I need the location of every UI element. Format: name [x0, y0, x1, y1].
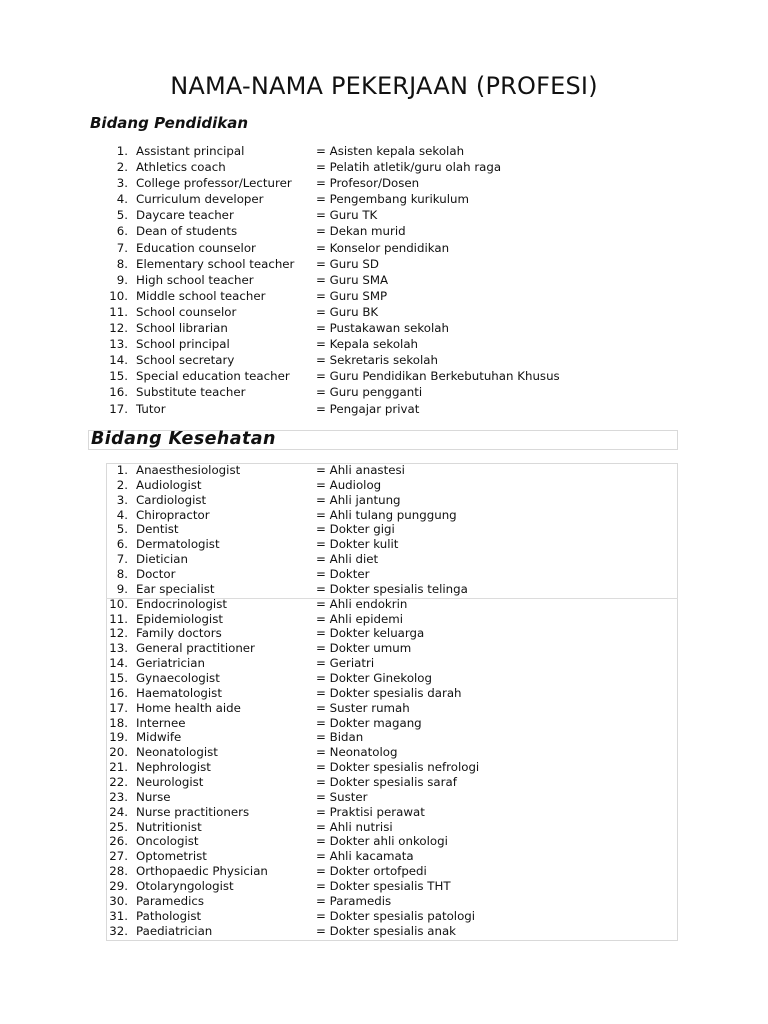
- profession-english: Elementary school teacher: [136, 256, 295, 271]
- profession-indonesian: = Profesor/Dosen: [316, 176, 420, 191]
- item-number: 10.: [109, 596, 128, 611]
- profession-indonesian: = Dokter spesialis anak: [316, 923, 457, 938]
- profession-indonesian: = Ahli epidemi: [316, 611, 404, 626]
- profession-english: Audiologist: [136, 477, 202, 492]
- list-item: [0, 849, 768, 864]
- list-item: [0, 272, 768, 288]
- list-item: [0, 805, 768, 820]
- item-number: 2.: [116, 477, 128, 492]
- profession-english: Dietician: [136, 552, 188, 567]
- profession-indonesian: = Dokter spesialis patologi: [316, 908, 476, 923]
- item-number: 15.: [109, 369, 128, 384]
- list-item: [0, 879, 768, 894]
- item-number: 7.: [116, 240, 128, 255]
- list-item: [0, 522, 768, 537]
- profession-english: Family doctors: [136, 626, 222, 641]
- profession-indonesian: = Audiolog: [316, 477, 382, 492]
- list-item: [0, 240, 768, 256]
- list-item: [0, 508, 768, 523]
- profession-english: Dermatologist: [136, 537, 220, 552]
- profession-indonesian: = Guru SMA: [316, 272, 389, 287]
- profession-indonesian: = Guru SD: [316, 256, 379, 271]
- item-number: 2.: [116, 160, 128, 175]
- profession-english: Tutor: [136, 401, 166, 416]
- item-number: 9.: [116, 272, 128, 287]
- item-number: 27.: [109, 849, 128, 864]
- list-item: [0, 894, 768, 909]
- profession-indonesian: = Bidan: [316, 730, 364, 745]
- profession-indonesian: = Paramedis: [316, 893, 392, 908]
- profession-english: Chiropractor: [136, 507, 210, 522]
- profession-english: Athletics coach: [136, 160, 226, 175]
- profession-indonesian: = Pengajar privat: [316, 401, 420, 416]
- profession-english: Otolaryngologist: [136, 879, 234, 894]
- item-number: 20.: [109, 745, 128, 760]
- profession-english: Haematologist: [136, 685, 222, 700]
- list-item: [0, 288, 768, 304]
- profession-english: Middle school teacher: [136, 288, 266, 303]
- list-item: [0, 701, 768, 716]
- list-item: [0, 159, 768, 175]
- list-item: [0, 401, 768, 417]
- profession-indonesian: = Dokter spesialis THT: [316, 879, 451, 894]
- profession-english: School secretary: [136, 353, 235, 368]
- list-item: [0, 304, 768, 320]
- item-number: 23.: [109, 789, 128, 804]
- profession-english: Daycare teacher: [136, 208, 234, 223]
- profession-indonesian: = Praktisi perawat: [316, 804, 425, 819]
- profession-indonesian: = Guru BK: [316, 304, 379, 319]
- profession-english: Orthopaedic Physician: [136, 864, 268, 879]
- list-item: [0, 745, 768, 760]
- item-number: 12.: [109, 626, 128, 641]
- list-item: [0, 567, 768, 582]
- profession-indonesian: = Ahli nutrisi: [316, 819, 393, 834]
- item-number: 17.: [109, 401, 128, 416]
- profession-english: Education counselor: [136, 240, 256, 255]
- profession-english: Nurse practitioners: [136, 804, 250, 819]
- profession-indonesian: = Ahli jantung: [316, 492, 401, 507]
- list-item: [0, 656, 768, 671]
- profession-indonesian: = Pelatih atletik/guru olah raga: [316, 160, 502, 175]
- profession-indonesian: = Ahli kacamata: [316, 849, 414, 864]
- profession-english: Ear specialist: [136, 581, 215, 596]
- item-number: 11.: [109, 304, 128, 319]
- profession-indonesian: = Dokter umum: [316, 641, 412, 656]
- item-number: 14.: [109, 353, 128, 368]
- profession-english: Paramedics: [136, 893, 205, 908]
- list-item: [0, 384, 768, 400]
- profession-indonesian: = Dokter Ginekolog: [316, 671, 433, 686]
- profession-indonesian: = Ahli diet: [316, 552, 379, 567]
- item-number: 21.: [109, 760, 128, 775]
- list-item: [0, 256, 768, 272]
- list-item: [0, 552, 768, 567]
- item-number: 32.: [109, 923, 128, 938]
- item-number: 29.: [109, 879, 128, 894]
- profession-english: School librarian: [136, 321, 228, 336]
- profession-english: Nephrologist: [136, 760, 211, 775]
- item-number: 13.: [109, 337, 128, 352]
- item-number: 24.: [109, 804, 128, 819]
- profession-list-pendidikan: [0, 143, 768, 417]
- profession-indonesian: = Dokter kulit: [316, 537, 399, 552]
- profession-english: Oncologist: [136, 834, 199, 849]
- profession-indonesian: = Neonatolog: [316, 745, 398, 760]
- profession-indonesian: = Kepala sekolah: [316, 337, 419, 352]
- profession-english: Neurologist: [136, 775, 204, 790]
- profession-english: Dean of students: [136, 224, 238, 239]
- item-number: 22.: [109, 775, 128, 790]
- item-number: 11.: [109, 611, 128, 626]
- profession-indonesian: = Dokter gigi: [316, 522, 395, 537]
- item-number: 16.: [109, 685, 128, 700]
- item-number: 6.: [116, 537, 128, 552]
- profession-english: Midwife: [136, 730, 182, 745]
- profession-indonesian: = Suster rumah: [316, 700, 410, 715]
- item-number: 3.: [116, 176, 128, 191]
- item-number: 12.: [109, 321, 128, 336]
- item-number: 5.: [116, 522, 128, 537]
- list-item: [0, 716, 768, 731]
- list-item: [0, 537, 768, 552]
- profession-indonesian: = Dokter ortofpedi: [316, 864, 427, 879]
- list-item: [0, 641, 768, 656]
- profession-english: Special education teacher: [136, 369, 290, 384]
- profession-indonesian: = Guru TK: [316, 208, 378, 223]
- item-number: 7.: [116, 552, 128, 567]
- profession-english: High school teacher: [136, 272, 254, 287]
- item-number: 31.: [109, 908, 128, 923]
- item-number: 5.: [116, 208, 128, 223]
- profession-english: Neonatologist: [136, 745, 218, 760]
- profession-indonesian: = Pengembang kurikulum: [316, 192, 469, 207]
- item-number: 8.: [116, 567, 128, 582]
- profession-english: Internee: [136, 715, 186, 730]
- item-number: 15.: [109, 671, 128, 686]
- profession-english: Anaesthesiologist: [136, 463, 241, 477]
- profession-english: School counselor: [136, 304, 237, 319]
- item-number: 17.: [109, 700, 128, 715]
- profession-english: Endocrinologist: [136, 596, 227, 611]
- item-number: 3.: [116, 492, 128, 507]
- profession-indonesian: = Dokter spesialis saraf: [316, 775, 457, 790]
- list-item: [0, 352, 768, 368]
- profession-english: Pathologist: [136, 908, 202, 923]
- item-number: 14.: [109, 656, 128, 671]
- list-item: [0, 730, 768, 745]
- profession-indonesian: = Konselor pendidikan: [316, 240, 450, 255]
- list-item: [0, 493, 768, 508]
- profession-indonesian: = Dokter spesialis telinga: [316, 581, 468, 596]
- item-number: 10.: [109, 288, 128, 303]
- profession-english: Assistant principal: [136, 144, 245, 158]
- item-number: 19.: [109, 730, 128, 745]
- profession-indonesian: = Dekan murid: [316, 224, 406, 239]
- list-item: [0, 478, 768, 493]
- profession-list-kesehatan: [0, 463, 768, 939]
- profession-indonesian: = Ahli endokrin: [316, 596, 408, 611]
- list-item: [0, 191, 768, 207]
- profession-english: Nurse: [136, 789, 171, 804]
- list-item: [0, 834, 768, 849]
- section-heading-pendidikan: Bidang Pendidikan: [90, 114, 249, 132]
- profession-english: Geriatrician: [136, 656, 205, 671]
- profession-indonesian: = Geriatri: [316, 656, 375, 671]
- list-item: [0, 597, 768, 612]
- page-title: NAMA-NAMA PEKERJAAN (PROFESI): [170, 72, 598, 100]
- item-number: 8.: [116, 256, 128, 271]
- profession-english: Gynaecologist: [136, 671, 220, 686]
- profession-english: Nutritionist: [136, 819, 202, 834]
- profession-english: Dentist: [136, 522, 179, 537]
- profession-english: Curriculum developer: [136, 192, 264, 207]
- profession-english: School principal: [136, 337, 230, 352]
- list-item: [0, 175, 768, 191]
- item-number: 1.: [116, 463, 128, 477]
- list-item: [0, 223, 768, 239]
- list-item: [0, 336, 768, 352]
- item-number: 4.: [116, 507, 128, 522]
- profession-indonesian: = Asisten kepala sekolah: [316, 144, 465, 158]
- profession-english: Optometrist: [136, 849, 207, 864]
- profession-indonesian: = Guru Pendidikan Berkebutuhan Khusus: [316, 369, 560, 384]
- section-heading-kesehatan-box: [88, 430, 678, 450]
- list-item: [0, 368, 768, 384]
- list-item: [0, 612, 768, 627]
- list-item: [0, 582, 768, 597]
- list-item: [0, 143, 768, 159]
- item-number: 26.: [109, 834, 128, 849]
- profession-indonesian: = Dokter magang: [316, 715, 422, 730]
- profession-english: Substitute teacher: [136, 385, 246, 400]
- profession-indonesian: = Sekretaris sekolah: [316, 353, 438, 368]
- item-number: 9.: [116, 581, 128, 596]
- profession-english: General practitioner: [136, 641, 255, 656]
- profession-english: Doctor: [136, 567, 176, 582]
- item-number: 6.: [116, 224, 128, 239]
- profession-indonesian: = Dokter spesialis darah: [316, 685, 462, 700]
- item-number: 16.: [109, 385, 128, 400]
- list-item: [0, 909, 768, 924]
- list-item: [0, 671, 768, 686]
- item-number: 1.: [116, 144, 128, 158]
- list-item: [0, 775, 768, 790]
- profession-indonesian: = Dokter spesialis nefrologi: [316, 760, 480, 775]
- profession-indonesian: = Ahli tulang punggung: [316, 507, 457, 522]
- item-number: 18.: [109, 715, 128, 730]
- item-number: 4.: [116, 192, 128, 207]
- list-item: [0, 820, 768, 835]
- profession-indonesian: = Dokter ahli onkologi: [316, 834, 448, 849]
- list-item: [0, 320, 768, 336]
- profession-english: Cardiologist: [136, 492, 207, 507]
- section-heading-kesehatan: Bidang Kesehatan: [91, 429, 276, 449]
- item-number: 25.: [109, 819, 128, 834]
- list-item: [0, 686, 768, 701]
- list-item: [0, 864, 768, 879]
- profession-indonesian: = Ahli anastesi: [316, 463, 405, 477]
- list-item: [0, 207, 768, 223]
- list-item: [0, 463, 768, 478]
- profession-indonesian: = Guru SMP: [316, 288, 388, 303]
- profession-indonesian: = Dokter keluarga: [316, 626, 425, 641]
- profession-indonesian: = Suster: [316, 789, 368, 804]
- list-item: [0, 924, 768, 939]
- profession-indonesian: = Guru pengganti: [316, 385, 423, 400]
- profession-english: Home health aide: [136, 700, 241, 715]
- profession-indonesian: = Pustakawan sekolah: [316, 321, 449, 336]
- item-number: 28.: [109, 864, 128, 879]
- list-item: [0, 790, 768, 805]
- profession-english: Epidemiologist: [136, 611, 223, 626]
- profession-english: College professor/Lecturer: [136, 176, 292, 191]
- item-number: 30.: [109, 893, 128, 908]
- list-item: [0, 760, 768, 775]
- item-number: 13.: [109, 641, 128, 656]
- profession-english: Paediatrician: [136, 923, 213, 938]
- profession-indonesian: = Dokter: [316, 567, 370, 582]
- list-item: [0, 626, 768, 641]
